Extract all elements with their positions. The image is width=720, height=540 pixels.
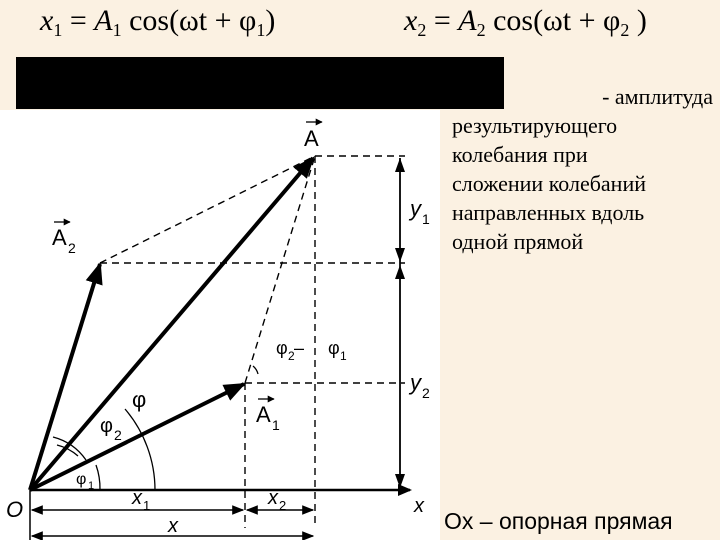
formula-x1-amp-sub: 1 xyxy=(112,20,122,40)
x1-sub: 1 xyxy=(143,498,151,513)
y1-label: y xyxy=(410,196,421,221)
y1-sub: 1 xyxy=(422,211,430,227)
vector-A2 xyxy=(30,264,100,490)
y2-arrow-top xyxy=(395,265,405,279)
desc-line-6: одной прямой xyxy=(452,229,584,254)
desc-line-4: сложении колебаний xyxy=(452,171,646,196)
vector-A1-sub: 1 xyxy=(272,417,280,433)
formula-x2-phase-sub: 2 xyxy=(620,20,630,40)
formula-x1-amp: A xyxy=(94,4,113,37)
construction-lines xyxy=(100,156,405,528)
formula-x2-lhs: x xyxy=(404,4,418,37)
formula-x1-lhs: x xyxy=(40,4,54,37)
vector-A2-label: A xyxy=(52,225,67,250)
phase-diff-minus: – xyxy=(294,338,305,358)
phase-diff-phi1-sub: 1 xyxy=(340,349,347,363)
vector-A1-label: A xyxy=(256,402,271,427)
arc-phi1 xyxy=(96,465,100,490)
y2-label: y xyxy=(410,370,421,395)
arc-phase-diff xyxy=(253,366,258,374)
formula-x2-body: cos(ωt + φ xyxy=(493,4,621,37)
desc-line-2: результирующего xyxy=(452,113,618,138)
arc-phi xyxy=(125,409,155,490)
vector-A-label: A xyxy=(304,126,319,151)
origin-label: O xyxy=(6,497,24,522)
formula-x2-lhs-sub: 2 xyxy=(417,20,427,40)
formula-x2-close: ) xyxy=(629,4,647,37)
angle-phi1-label: φ xyxy=(76,471,87,488)
desc-line-3: колебания при xyxy=(452,142,588,167)
formula-x2: $x_2 = A_2$ $\cos(\omega t + \varphi_2$ ) xyxy=(404,4,647,40)
phase-diff-phi1: φ xyxy=(328,338,340,358)
angle-phi-label: φ xyxy=(132,387,147,412)
formula-x2-amp-sub: 2 xyxy=(476,20,486,40)
vector-A xyxy=(30,158,313,490)
x2-label: x xyxy=(268,487,278,509)
formula-x1-close: ) xyxy=(265,4,276,37)
x-axis-label: x xyxy=(414,495,424,517)
formula-x1-phase-sub: 1 xyxy=(256,20,266,40)
vector-A2-sub: 2 xyxy=(68,240,76,256)
phase-diff-phi2-sub: 2 xyxy=(288,349,295,363)
x2-sub: 2 xyxy=(279,498,287,513)
angle-phi2-label: φ xyxy=(100,415,113,437)
reference-line-caption: Ox – опорная прямая xyxy=(444,508,673,534)
y1-arrow-bottom xyxy=(395,248,405,262)
formula-x1-lhs-sub: 1 xyxy=(53,20,63,40)
formula-x1: $x_1 = A_1$ $\cos(\omega t + \varphi_1)$ xyxy=(40,4,276,40)
y1-arrow-top xyxy=(395,158,405,172)
formula-x2-amp: A xyxy=(458,4,477,37)
phase-diff-phi2: φ xyxy=(276,338,288,358)
x1-label: x xyxy=(132,487,142,509)
angle-phi2-sub: 2 xyxy=(114,427,122,443)
angle-phi1-sub: 1 xyxy=(88,480,95,492)
x-total-label: x xyxy=(168,515,178,537)
desc-line-5: направленных вдоль xyxy=(452,200,645,225)
formula-x1-body: cos(ωt + φ xyxy=(129,4,257,37)
y2-sub: 2 xyxy=(422,385,430,401)
desc-line-1: - амплитуда xyxy=(602,84,713,109)
y2-arrow-bottom xyxy=(395,474,405,488)
dash-A2-to-A xyxy=(100,156,315,263)
